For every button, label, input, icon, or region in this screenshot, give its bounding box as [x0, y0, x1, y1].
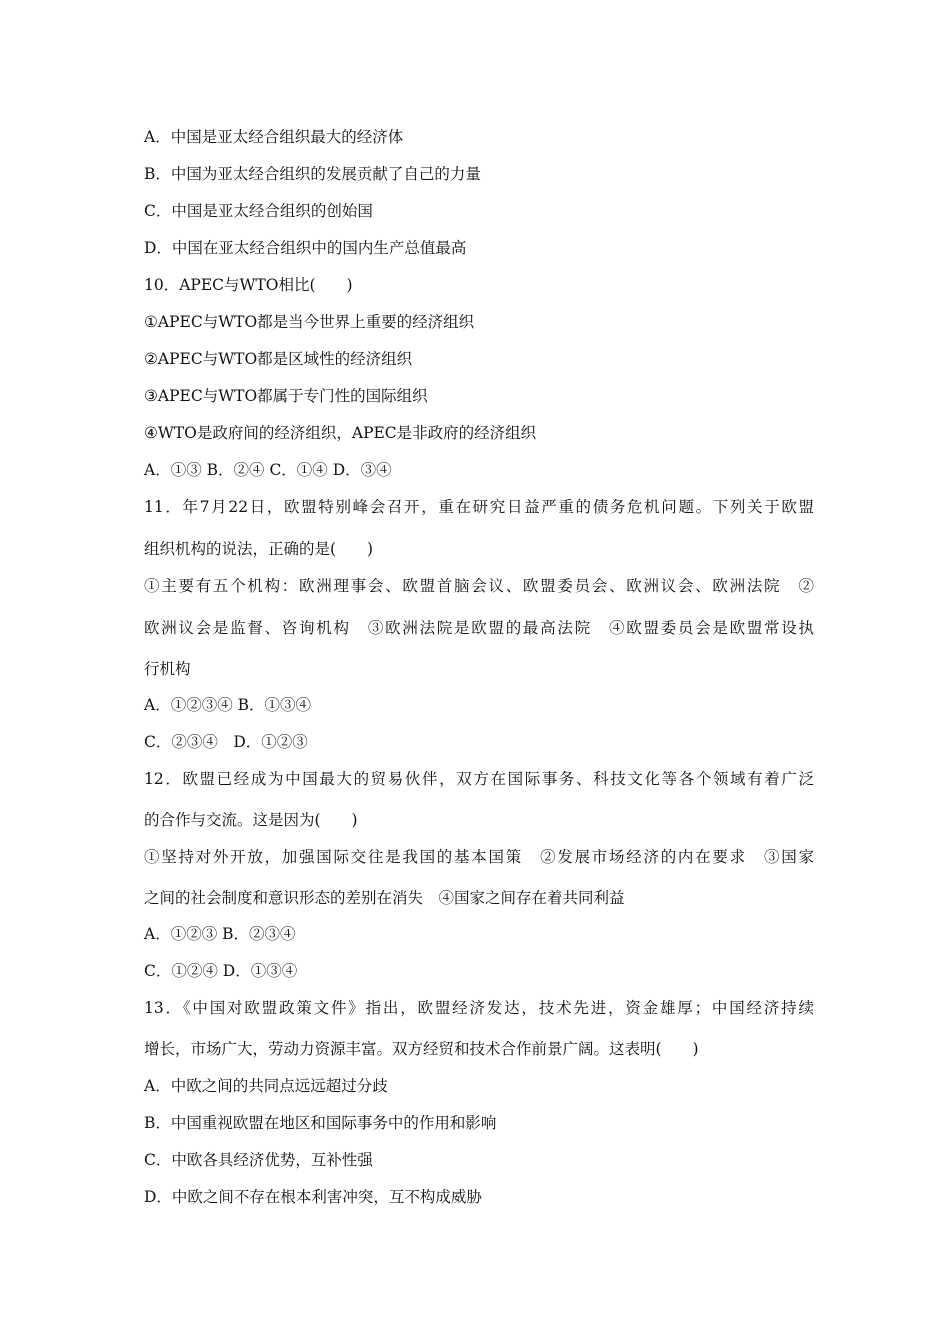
question-10-statement-3: ③APEC与WTO都属于专门性的国际组织 — [144, 387, 428, 405]
question-10-stem: 10．APEC与WTO相比( ) — [144, 276, 353, 294]
question-11-options-line-1: A．①②③④ B．①③④ — [144, 696, 312, 714]
option-9b: B．中国为亚太经合组织的发展贡献了自己的力量 — [144, 165, 481, 183]
question-11-options-line-2: C．②③④ D．①②③ — [144, 733, 308, 751]
question-12-statements-line-1: ①坚持对外开放，加强国际交往是我国的基本国策 ②发展市场经济的内在要求 ③国家 — [144, 848, 814, 866]
question-13-stem-line-1: 13．《中国对欧盟政策文件》指出，欧盟经济发达，技术先进，资金雄厚；中国经济持续 — [144, 999, 814, 1017]
option-13d: D．中欧之间不存在根本利害冲突，互不构成威胁 — [144, 1188, 482, 1206]
question-10-statement-1: ①APEC与WTO都是当今世界上重要的经济组织 — [144, 313, 475, 331]
question-10-statement-4: ④WTO是政府间的经济组织，APEC是非政府的经济组织 — [144, 424, 537, 442]
question-10-options: A．①③ B．②④ C．①④ D．③④ — [144, 461, 392, 479]
question-12-stem-line-2: 的合作与交流。这是因为( ) — [144, 811, 358, 829]
option-13c: C．中欧各具经济优势，互补性强 — [144, 1151, 373, 1169]
option-9d: D．中国在亚太经合组织中的国内生产总值最高 — [144, 239, 467, 257]
option-13a: A．中欧之间的共同点远远超过分歧 — [144, 1077, 388, 1095]
question-11-stem-line-1: 11．年7月22日，欧盟特别峰会召开，重在研究日益严重的债务危机问题。下列关于欧盟 — [144, 498, 814, 516]
question-13-stem-line-2: 增长，市场广大，劳动力资源丰富。双方经贸和技术合作前景广阔。这表明( ) — [144, 1040, 699, 1058]
question-10-statement-2: ②APEC与WTO都是区域性的经济组织 — [144, 350, 413, 368]
question-12-options-line-2: C．①②④ D．①③④ — [144, 962, 298, 980]
option-9a: A．中国是亚太经合组织最大的经济体 — [144, 128, 404, 146]
question-11-stem-line-2: 组织机构的说法，正确的是( ) — [144, 540, 374, 558]
question-12-stem-line-1: 12．欧盟已经成为中国最大的贸易伙伴，双方在国际事务、科技文化等各个领域有着广泛 — [144, 770, 814, 788]
question-12-statements-line-2: 之间的社会制度和意识形态的差别在消失 ④国家之间存在着共同利益 — [144, 889, 625, 907]
question-11-statements-line-3: 行机构 — [144, 660, 191, 678]
question-11-statements-line-2: 欧洲议会是监督、咨询机构 ③欧洲法院是欧盟的最高法院 ④欧盟委员会是欧盟常设执 — [144, 619, 814, 637]
question-12-options-line-1: A．①②③ B．②③④ — [144, 925, 296, 943]
option-9c: C．中国是亚太经合组织的创始国 — [144, 202, 373, 220]
option-13b: B．中国重视欧盟在地区和国际事务中的作用和影响 — [144, 1114, 497, 1132]
question-11-statements-line-1: ①主要有五个机构：欧洲理事会、欧盟首脑会议、欧盟委员会、欧洲议会、欧洲法院 ② — [144, 577, 814, 595]
